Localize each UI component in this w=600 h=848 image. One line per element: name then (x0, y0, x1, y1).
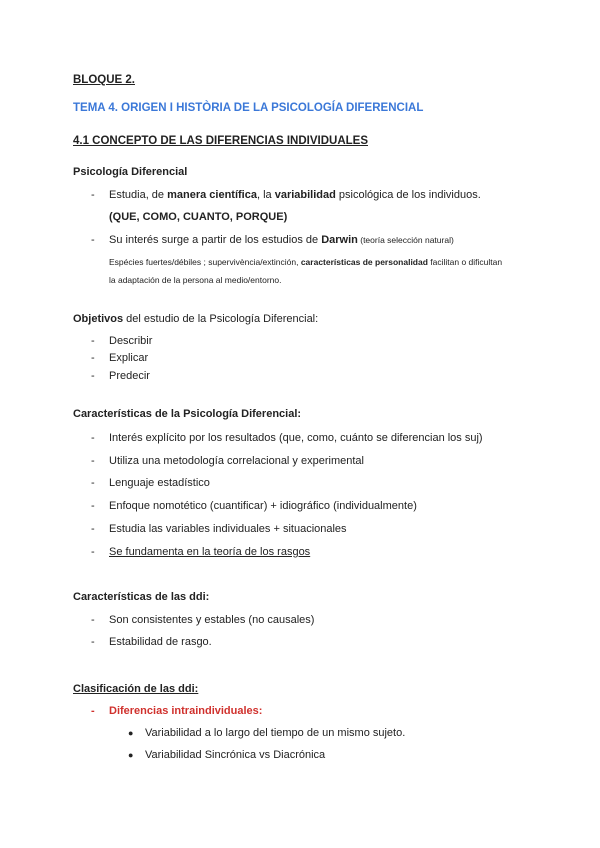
caracteristica-item: Interés explícito por los resultados (que, como, cuánto se diferencian los suj) (109, 432, 483, 444)
psico-note-1: Espécies fuertes/débiles ; supervivència/extinción, características de personalidad facilitan o dificultan (109, 257, 503, 267)
ddi-item: Estabilidad de rasgo. (109, 636, 212, 648)
clasificacion-subtitle: Diferencias intraindividuales: (109, 705, 263, 717)
dash-marker: - (91, 636, 95, 648)
dash-marker: - (91, 705, 95, 717)
dash-marker: - (91, 432, 95, 444)
psico-title: Psicología Diferencial (73, 166, 188, 178)
bullet-icon: ● (128, 728, 134, 738)
dash-marker: - (91, 546, 95, 558)
objetivo-item: Describir (109, 335, 153, 347)
dash-marker: - (91, 477, 95, 489)
ddi-item: Son consistentes y estables (no causales) (109, 614, 315, 626)
clasificacion-bullet: Variabilidad a lo largo del tiempo de un mismo sujeto. (145, 727, 406, 739)
clasificacion-title: Clasificación de las ddi: (73, 683, 199, 695)
caracteristicas-title: Características de la Psicología Diferencial: (73, 408, 302, 420)
dash-marker: - (91, 189, 95, 201)
psico-note-2: la adaptación de la persona al medio/entorno. (109, 275, 282, 285)
objetivo-item: Predecir (109, 370, 150, 382)
objetivos-title: Objetivos del estudio de la Psicología Diferencial: (73, 313, 319, 325)
tema-heading: TEMA 4. ORIGEN I HISTÒRIA DE LA PSICOLOGÍA DIFERENCIAL (73, 102, 424, 114)
caracteristica-item: Se fundamenta en la teoría de los rasgos (109, 546, 311, 558)
objetivo-item: Explicar (109, 352, 149, 364)
dash-marker: - (91, 234, 95, 246)
dash-marker: - (91, 352, 95, 364)
bullet-icon: ● (128, 750, 134, 760)
psico-item-1-sub: (QUE, COMO, CUANTO, PORQUE) (109, 211, 288, 223)
ddi-title: Características de las ddi: (73, 591, 210, 603)
block-heading: BLOQUE 2. (73, 74, 135, 86)
caracteristica-item: Utiliza una metodología correlacional y experimental (109, 455, 364, 467)
dash-marker: - (91, 523, 95, 535)
dash-marker: - (91, 455, 95, 467)
caracteristica-item: Enfoque nomotético (cuantificar) + idiográfico (individualmente) (109, 500, 417, 512)
clasificacion-bullet: Variabilidad Sincrónica vs Diacrónica (145, 749, 326, 761)
section-heading: 4.1 CONCEPTO DE LAS DIFERENCIAS INDIVIDUALES (73, 135, 368, 147)
psico-item-1: Estudia, de manera científica, la variabilidad psicológica de los individuos. (109, 189, 481, 201)
caracteristica-item: Estudia las variables individuales + situacionales (109, 523, 347, 535)
dash-marker: - (91, 500, 95, 512)
dash-marker: - (91, 614, 95, 626)
caracteristica-item: Lenguaje estadístico (109, 477, 210, 489)
dash-marker: - (91, 370, 95, 382)
psico-item-2: Su interés surge a partir de los estudios de Darwin (teoría selección natural) (109, 234, 454, 246)
dash-marker: - (91, 335, 95, 347)
